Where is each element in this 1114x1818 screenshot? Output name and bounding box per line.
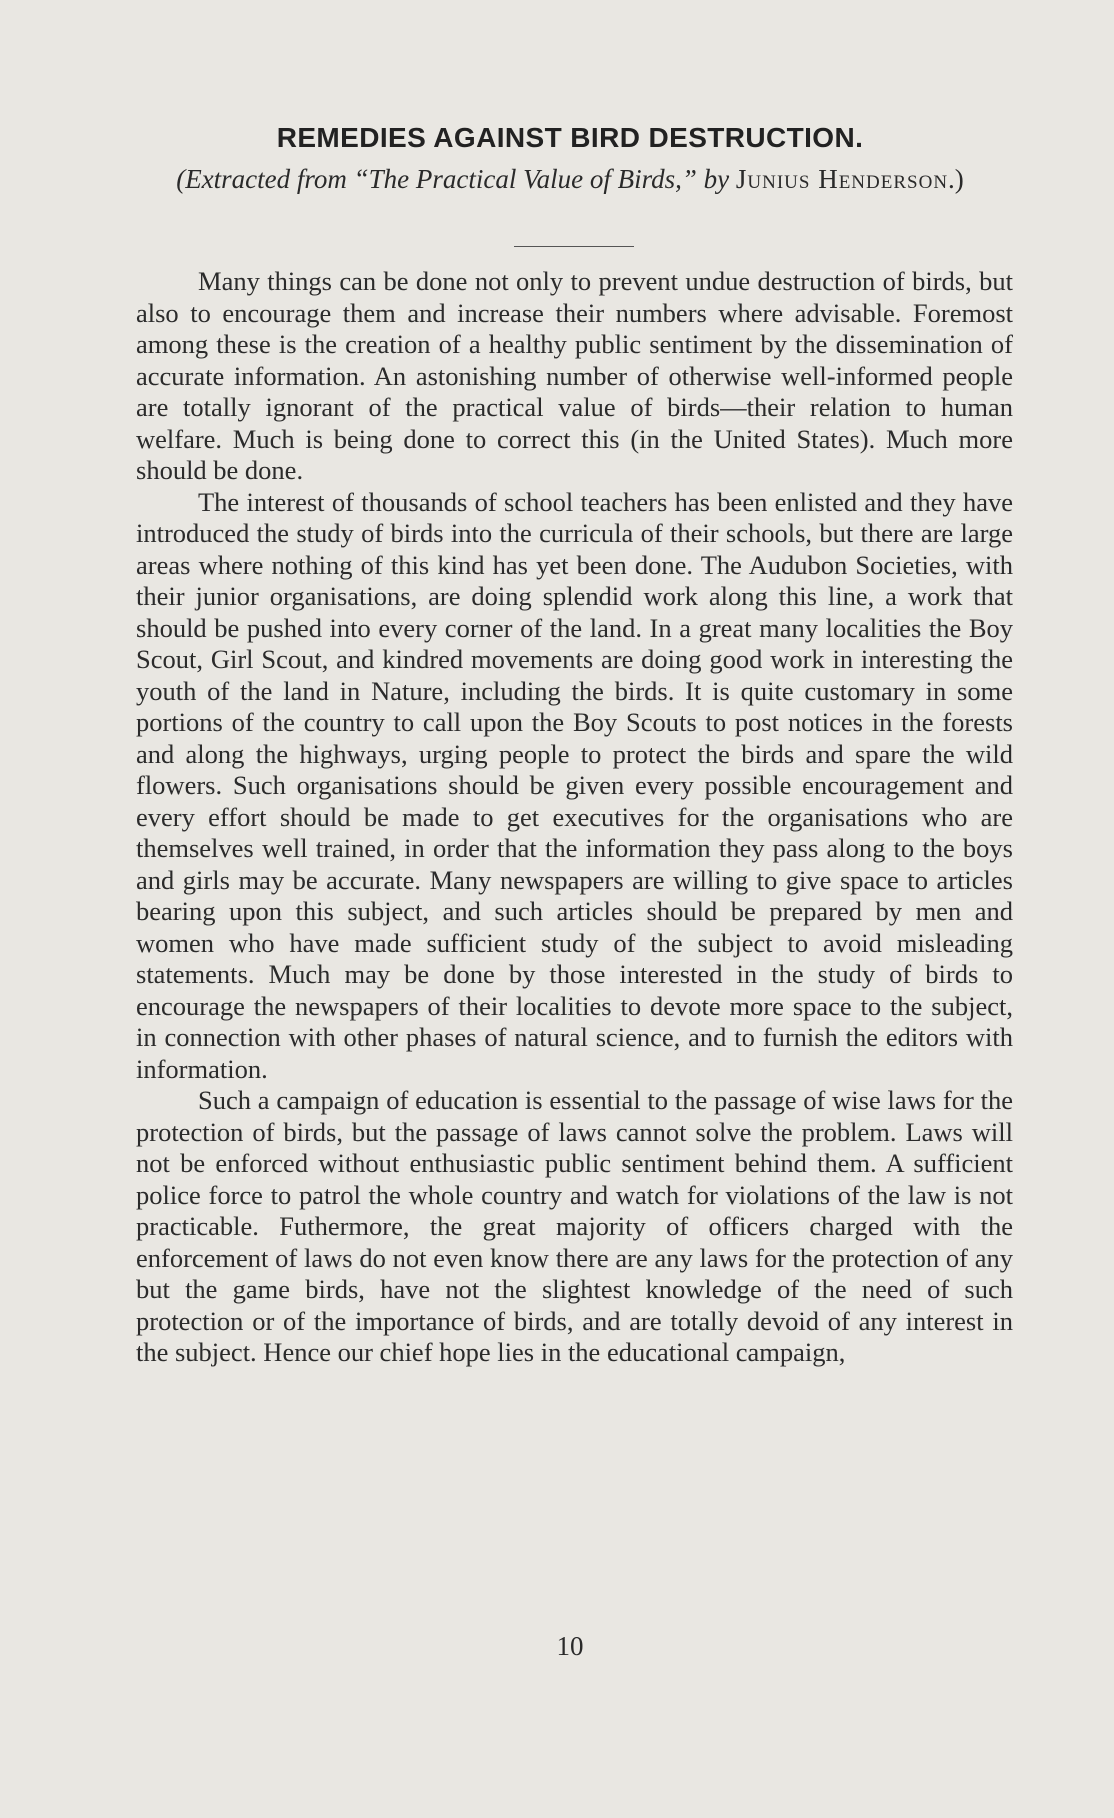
- article-subtitle: [140, 162, 1000, 196]
- article-body: [136, 266, 1013, 1369]
- article-title: REMEDIES AGAINST BIRD DESTRUCTION.: [276, 122, 864, 153]
- paragraph: Many things can be done not only to prevent undue destruction of birds, but also to encourage them and increase their numbers where advisable. Foremost among these is the creation of a healthy public sentiment by the dissemination of accurate information. An astonishing number of otherwise well-informed people are totally ignorant of the practical value of birds—their relation to human welfare. Much is being done to correct this (in the United States). Much more should be done.: [136, 266, 1013, 485]
- page-number: 10: [556, 1631, 584, 1661]
- paragraph: Such a campaign of education is essential to the passage of wise laws for the protection of birds, but the passage of laws cannot solve the problem. Laws will not be enforced without enthusiastic public sentiment behind them. A sufficient police force to patrol the whole country and watch for violations of the law is not practicable. Futhermore, the great majority of officers charged with the enforcement of laws do not even know there are any laws for the protection of any but the game birds, have not the slightest knowledge of the need of such protection or of the importance of birds, and are totally devoid of any interest in the subject. Hence our chief hope lies in the educational campaign,: [136, 1085, 1013, 1367]
- article-header: [0, 118, 1114, 196]
- title-divider: [514, 246, 634, 247]
- paragraph: The interest of thousands of school teachers has been enlisted and they have introduced the study of birds into the curricula of their schools, but there are large areas where nothing of this kind has yet been done. The Audubon Societies, with their junior organisations, are doing splendid work along this line, a work that should be pushed into every corner of the land. In a great many localities the Boy Scout, Girl Scout, and kindred movements are doing good work in interesting the youth of the land in Nature, including the birds. It is quite customary in some portions of the country to call upon the Boy Scouts to post notices in the forests and along the highways, urging people to protect the birds and spare the wild flowers. Such organisations should be given every possible encouragement and every effort should be made to get executives for the organisations who are themselves well trained, in order that the information they pass along to the boys and girls may be accurate. Many newspapers are willing to give space to articles bearing upon this subject, and such articles should be prepared by men and women who have made sufficient study of the subject to avoid misleading statements. Much may be done by those interested in the study of birds to encourage the newspapers of their localities to devote more space to the subject, in connection with other phases of natural science, and to furnish the editors with information.: [136, 486, 1013, 1084]
- subtitle-source: (Extracted from “The Practical Value of Birds,” by: [176, 164, 730, 194]
- subtitle-closing: .): [948, 164, 964, 194]
- subtitle-author: Junius Henderson: [735, 164, 949, 194]
